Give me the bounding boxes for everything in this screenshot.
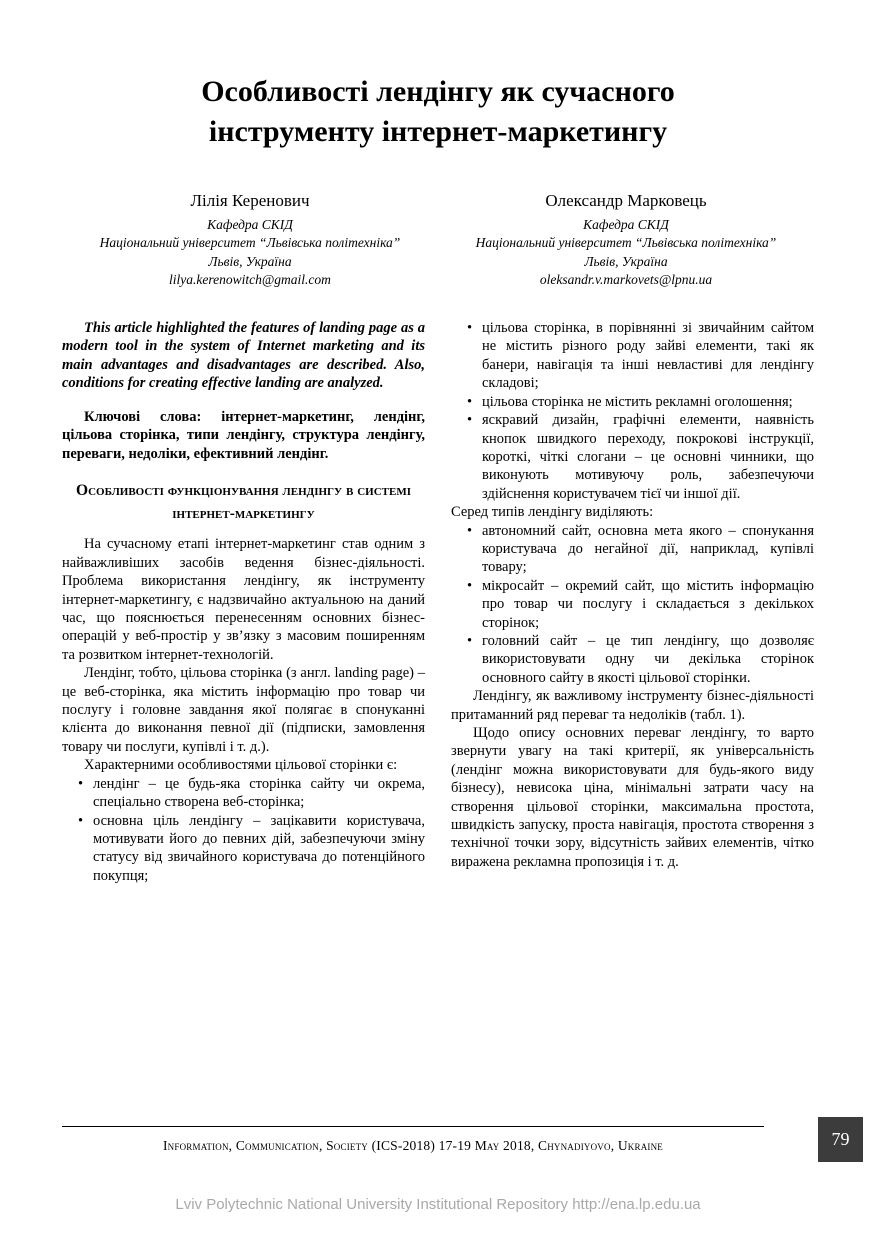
list-item: • головний сайт – це тип лендінгу, що дозволяє використовувати одну чи декілька сторінок основного сайту в якості цільової сторінки. xyxy=(467,632,814,687)
footer-divider xyxy=(62,1126,764,1127)
author-name: Лілія Керенович xyxy=(190,191,310,211)
author-location: Львів, Україна xyxy=(584,253,668,269)
author-department: Кафедра СКІД xyxy=(207,217,293,233)
left-column xyxy=(62,319,425,885)
author-email: lilya.kerenowitch@gmail.com xyxy=(169,271,331,287)
list-item: • цільова сторінка, в порівнянні зі звичайним сайтом не містить різного роду зайві елементи, такі як банери, навігація та інші невластиві для лендінгу складові; xyxy=(467,319,814,393)
author-location: Львів, Україна xyxy=(208,253,292,269)
author-right xyxy=(438,191,814,289)
body-paragraph: Характерними особливостями цільової сторінки є: xyxy=(84,757,398,774)
features-list-left xyxy=(62,775,425,885)
page-number-badge: 79 xyxy=(818,1117,863,1162)
body-paragraph: Щодо опису основних переваг лендінгу, то варто звернути увагу на такі критерії, як універсальність (лендінг можна використовувати для будь-якого виду бізнесу), невисока ціна, мінімальні затрати часу на створення цільової сторінки, максимальна простота, швидкість запуску, проста навігація, простота створення з технічної точки зору, відсутність зайвих елементів, чітко виражена рекламна пропозиція і т. д. xyxy=(451,725,814,870)
list-item: • автономний сайт, основна мета якого – спонукання користувача до негайної дії, наприклад, купівлі товару; xyxy=(467,522,814,577)
author-university: Національний університет “Львівська політехніка” xyxy=(475,235,777,251)
body-paragraph: Лендінгу, як важливому інструменту бізнес-діяльності притаманний ряд переваг та недоліків (табл. 1). xyxy=(451,688,814,723)
section-heading: Особливості функціонування лендінгу в системі інтернет-маркетингу xyxy=(76,481,411,523)
body-paragraph: На сучасному етапі інтернет-маркетинг став одним з найважливіших засобів ведення бізнес-діяльності. Проблема використання лендінгу, як інструменту інтернет-маркетингу, є надзвичайно актуальною на даний час, що пояснюється перенесенням основних бізнес-операцій у веб-простір у зв’язку з масовим поширенням та розвитком інтернет-технологій. xyxy=(62,536,425,663)
list-item: • основна ціль лендінгу – зацікавити користувача, мотивувати його до певних дій, забезпечуючи зміну статусу від звичайного користувача до потенційного покупця; xyxy=(78,812,425,886)
abstract-paragraph: This article highlighted the features of landing page as a modern tool in the system of Internet marketing and its main advantages and disadvantages are described. Also, conditions for creating effective landing are analyzed. xyxy=(62,320,425,392)
author-name: Олександр Марковець xyxy=(545,191,707,211)
right-column xyxy=(451,319,814,885)
list-item: • цільова сторінка не містить рекламні оголошення; xyxy=(467,393,814,411)
paper-title xyxy=(62,72,814,151)
repository-watermark: Lviv Polytechnic National University Institutional Repository http://ena.lp.edu.ua xyxy=(175,1196,701,1213)
body-columns xyxy=(62,319,814,885)
author-university: Національний університет “Львівська політехніка” xyxy=(99,235,401,251)
features-list-right xyxy=(451,319,814,503)
author-email: oleksandr.v.markovets@lpnu.ua xyxy=(539,271,713,287)
author-department: Кафедра СКІД xyxy=(583,217,669,233)
list-item: • лендінг – це будь-яка сторінка сайту чи окрема, спеціально створена веб-сторінка; xyxy=(78,775,425,812)
author-left xyxy=(62,191,438,289)
landing-types-list xyxy=(451,522,814,688)
conference-footer: Information, Communication, Society (ICS-2018) 17-19 May 2018, Chynadiyovo, Ukraine xyxy=(162,1138,664,1153)
paper-title-line2: інструменту інтернет-маркетингу xyxy=(208,114,668,148)
paper-title-line1: Особливості лендінгу як сучасного xyxy=(201,75,675,108)
list-item: • мікросайт – окремий сайт, що містить інформацію про товар чи послугу і складається з декількох сторінок; xyxy=(467,577,814,632)
types-intro-paragraph: Серед типів лендінгу виділяють: xyxy=(451,504,654,521)
authors-block xyxy=(62,191,814,289)
keywords-paragraph: Ключові слова: інтернет-маркетинг, лендінг, цільова сторінка, типи лендінгу, структура лендінгу, переваги, недоліки, ефективний лендінг. xyxy=(62,408,425,462)
body-paragraph: Лендінг, тобто, цільова сторінка (з англ. landing page) – це веб-сторінка, яка містить інформацію про товар чи послугу і головне завдання якої полягає в спонуканні клієнта до виконання певної дії (підписки, замовлення товару чи послуги, купівлі і т. д.). xyxy=(62,665,425,755)
list-item: • яскравий дизайн, графічні елементи, наявність кнопок швидкого переходу, покрокові інструкції, короткі, чіткі слогани – це основні чинники, що виконують мотивуючу роль, забезпечуючи здійснення користувачем тієї чи іншої дії. xyxy=(467,411,814,503)
